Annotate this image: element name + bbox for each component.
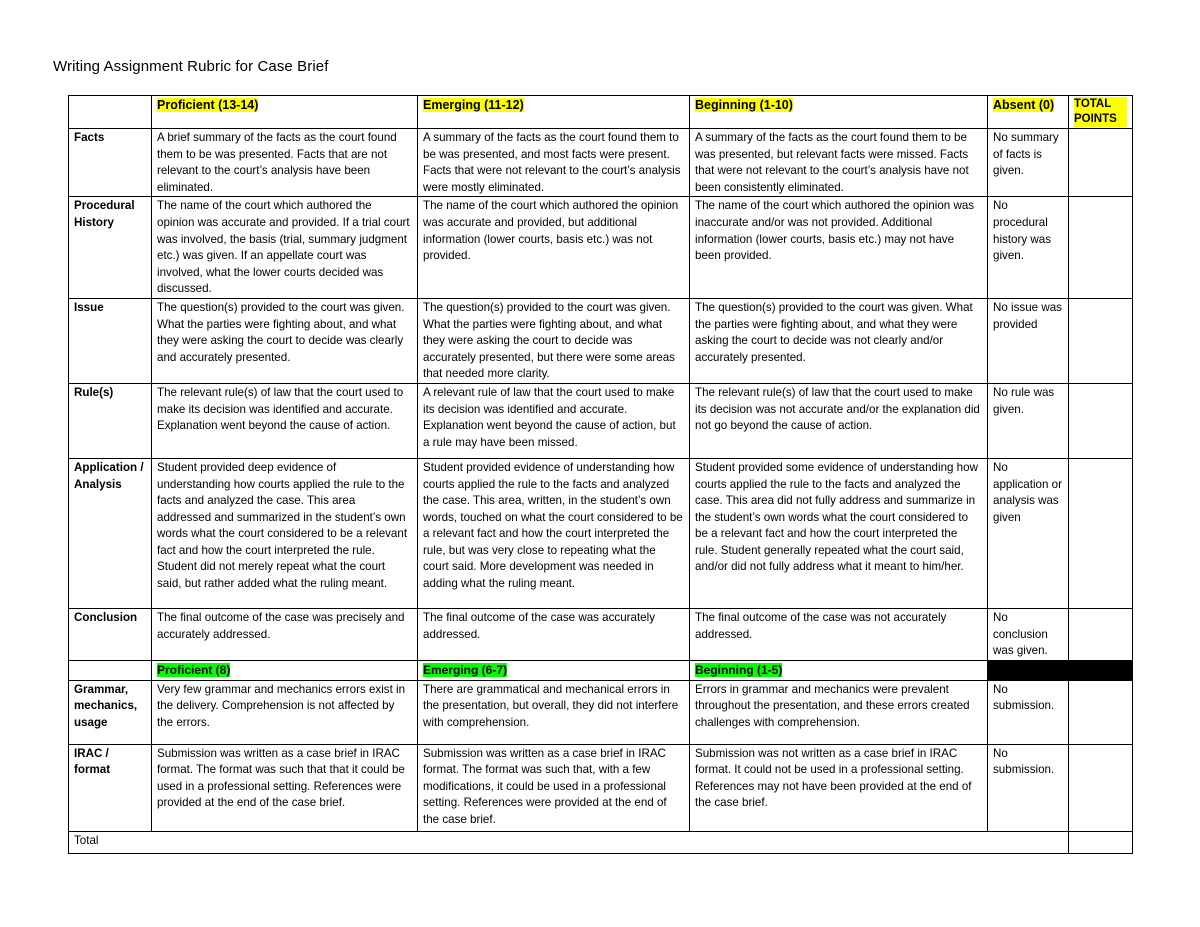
proficient-cell: Submission was written as a case brief in IRAC format. The format was such that that it could be used in a professional setting. References were provided at the end of the case brief. (152, 744, 418, 831)
beginning-cell: Errors in grammar and mechanics were prevalent throughout the presentation, and these errors created challenges with comprehension. (690, 680, 988, 744)
row-label: Conclusion (69, 608, 152, 660)
points-cell (1069, 129, 1133, 197)
rubric-row-conclusion (69, 608, 1133, 660)
rubric-row-application-analysis (69, 458, 1133, 608)
beginning-cell: The relevant rule(s) of law that the court used to make its decision was not accurate and/or the explanation did not go beyond the cause of action. (690, 383, 988, 458)
rubric-row-irac-format (69, 744, 1133, 831)
header-proficient-cell (152, 96, 418, 129)
total-row (69, 831, 1133, 853)
rubric-row-procedural-history (69, 197, 1133, 299)
proficient-cell: Very few grammar and mechanics errors exist in the delivery. Comprehension is not affected by the errors. (152, 680, 418, 744)
proficient-cell: The question(s) provided to the court was given. What the parties were fighting about, and what they were asking the court to decide was clearly and accurately presented. (152, 298, 418, 383)
emerging-cell: A summary of the facts as the court found them to be was presented, and most facts were present. Facts that were not relevant to the court’s analysis were mostly eliminated. (418, 129, 690, 197)
header-total-points: TOTAL POINTS (1074, 97, 1127, 127)
header-empty-cell (69, 96, 152, 129)
emerging-cell: The question(s) provided to the court was given. What the parties were fighting about, and what they were asking the court to decide was accurately presented, but there were some areas that needed more clarity. (418, 298, 690, 383)
header-emerging-cell (418, 96, 690, 129)
row-label: Application / Analysis (69, 458, 152, 608)
rubric-row-grammar (69, 680, 1133, 744)
absent-cell: No application or analysis was given (988, 458, 1069, 608)
subheader-proficient: Proficient (8) (157, 662, 231, 677)
row-label: Rule(s) (69, 383, 152, 458)
points-cell (1069, 458, 1133, 608)
emerging-cell: A relevant rule of law that the court used to make its decision was identified and accurate. Explanation went beyond the cause of action, but a rule may have been missed. (418, 383, 690, 458)
header-emerging: Emerging (11-12) (423, 98, 524, 112)
points-cell (1069, 608, 1133, 660)
header-proficient: Proficient (13-14) (157, 98, 259, 112)
emerging-cell: The final outcome of the case was accurately addressed. (418, 608, 690, 660)
proficient-cell: The name of the court which authored the opinion was accurate and provided. If a trial court was involved, the basis (trial, summary judgment etc.) was given. If an appellate court was involved, what the lower courts decided was discussed. (152, 197, 418, 299)
emerging-cell: The name of the court which authored the opinion was accurate and provided, but additional information (lower courts, basis etc.) was not provided. (418, 197, 690, 299)
absent-cell: No procedural history was given. (988, 197, 1069, 299)
blacked-out-cell (1069, 660, 1133, 680)
absent-cell: No submission. (988, 744, 1069, 831)
absent-cell: No issue was provided (988, 298, 1069, 383)
points-cell (1069, 744, 1133, 831)
rubric-table (68, 95, 1133, 854)
absent-cell: No conclusion was given. (988, 608, 1069, 660)
beginning-cell: The name of the court which authored the opinion was inaccurate and/or was not provided. Additional information (lower courts, basis etc.) may not have been provided. (690, 197, 988, 299)
row-label: IRAC / format (69, 744, 152, 831)
rubric-row-rules (69, 383, 1133, 458)
subheader-empty-cell (69, 660, 152, 680)
row-label: Issue (69, 298, 152, 383)
points-cell (1069, 197, 1133, 299)
emerging-cell: There are grammatical and mechanical errors in the presentation, but overall, they did not interfere with comprehension. (418, 680, 690, 744)
subheader-beginning: Beginning (1-5) (695, 662, 783, 677)
rubric-row-facts (69, 129, 1133, 197)
header-absent: Absent (0) (993, 98, 1055, 112)
absent-cell: No summary of facts is given. (988, 129, 1069, 197)
absent-cell: No submission. (988, 680, 1069, 744)
header-beginning-cell (690, 96, 988, 129)
header-beginning: Beginning (1-10) (695, 98, 793, 112)
rubric-row-issue (69, 298, 1133, 383)
subheader-emerging-cell (418, 660, 690, 680)
header-total-points-cell (1069, 96, 1133, 129)
beginning-cell: The question(s) provided to the court was given. What the parties were fighting about, and what they were asking the court to decide was not clearly and/or accurately presented. (690, 298, 988, 383)
emerging-cell: Submission was written as a case brief in IRAC format. The format was such that, with a few modifications, it could be used in a professional setting. References were provided at the end of the case brief. (418, 744, 690, 831)
document-title: Writing Assignment Rubric for Case Brief (53, 58, 329, 75)
beginning-cell: The final outcome of the case was not accurately addressed. (690, 608, 988, 660)
beginning-cell: Student provided some evidence of understanding how courts applied the rule to the facts and analyzed the case. This area did not fully address and summarize in the student’s own words what the court considered to be a relevant fact and how the court interpreted the rule. Student generally repeated what the court said, and/or did not fully address what it meant to him/her. (690, 458, 988, 608)
row-label: Facts (69, 129, 152, 197)
proficient-cell: A brief summary of the facts as the court found them to be was presented. Facts that are not relevant to the court’s analysis have been eliminated. (152, 129, 418, 197)
beginning-cell: Submission was not written as a case brief in IRAC format. It could not be used in a professional setting. References may not have been provided at the end of the case brief. (690, 744, 988, 831)
points-cell (1069, 680, 1133, 744)
total-points-cell (1069, 831, 1133, 853)
subheader-beginning-cell (690, 660, 988, 680)
absent-cell: No rule was given. (988, 383, 1069, 458)
subheader-row (69, 660, 1133, 680)
subheader-emerging: Emerging (6-7) (423, 662, 508, 677)
beginning-cell: A summary of the facts as the court found them to be was presented, but relevant facts were missed. Facts that were not relevant to the court’s analysis have not been consistently eliminated. (690, 129, 988, 197)
total-label: Total (69, 831, 1069, 853)
header-absent-cell (988, 96, 1069, 129)
points-cell (1069, 383, 1133, 458)
emerging-cell: Student provided evidence of understanding how courts applied the rule to the facts and analyzed the case. This area, written, in the student’s own words, touched on what the court considered to be a relevant fact and how the court interpreted the rule, but was very close to repeating what the court said. More development was needed in adding what the ruling meant. (418, 458, 690, 608)
header-row (69, 96, 1133, 129)
points-cell (1069, 298, 1133, 383)
subheader-proficient-cell (152, 660, 418, 680)
proficient-cell: The final outcome of the case was precisely and accurately addressed. (152, 608, 418, 660)
proficient-cell: Student provided deep evidence of understanding how courts applied the rule to the facts and analyzed the case. This area addressed and summarized in the student’s own words what the court considered to be a relevant fact and how the court interpreted the rule. Student did not merely repeat what the court said, but rather added what the ruling meant. (152, 458, 418, 608)
row-label: Grammar, mechanics, usage (69, 680, 152, 744)
blacked-out-cell (988, 660, 1069, 680)
row-label: Procedural History (69, 197, 152, 299)
proficient-cell: The relevant rule(s) of law that the court used to make its decision was identified and accurate. Explanation went beyond the cause of action. (152, 383, 418, 458)
